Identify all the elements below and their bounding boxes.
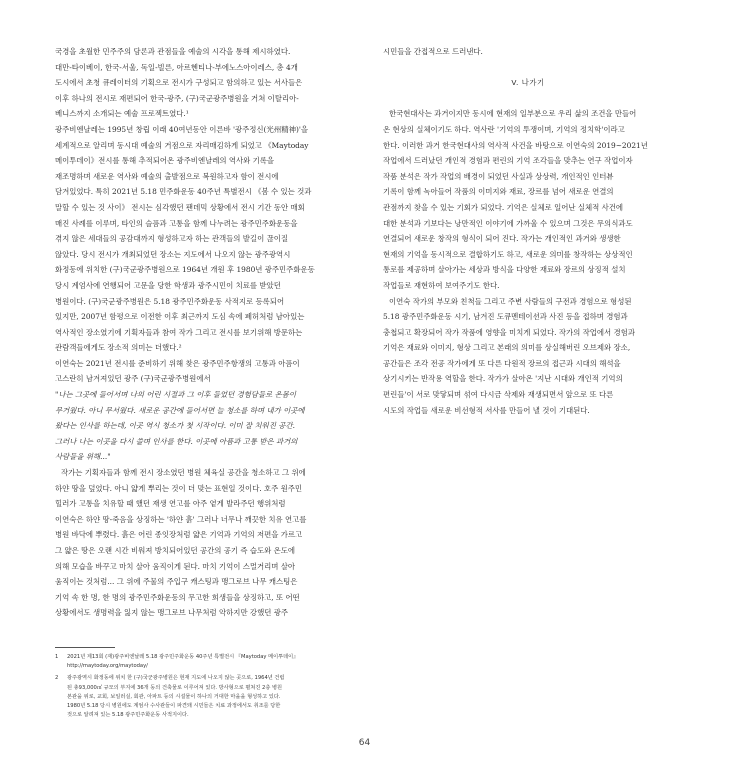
- footnotes: [55, 653, 350, 723]
- paragraph-installation: 작가는 기획자들과 함께 전시 장소였던 병원 체육실 공간을 청소하고 그 위에 하얀 땅을 덮었다. 아니 얇게 뿌리는 것이 더 맞는 표현일 것이다. 호주 원주민 힐러가 고통을 치유할 때 했던 재생 연고를 아주 옅게 발라주던 행위처럼 이연숙은 하얀 땅-죽음을 상징하는 '하얀 흙' 그러나 너무나 깨끗한 치유 연고를 병원 바닥에 뿌렸다. 흙은 어린 종잇장처럼 얇은 기억과 기억의 저편을 가르고 그 얇은 땅은 오랜 시간 비워져 방치되어있던 공간의 공기 즉 습도와 온도에 의해 모습을 바꾸고 마치 살아 움직이게 된다. 마치 기억이 스멀거리며 살아 움직이는 것처럼... 그 위에 주물의 주입구 캐스팅과 맹그로브 나무 캐스팅은 기억 속 한 명, 한 명의 광주민주화운동의 무고한 희생들을 상징하고, 또 어떤 상황에서도 생명력을 잃지 않는 맹그로브 나무처럼 악하지만 강했던 광주: [55, 468, 307, 618]
- section-heading: V. 나가기: [511, 78, 545, 88]
- paragraph-biennale: 광주비엔날레는 1995년 창립 이래 40여년동안 이른바 '광주정신(光州精神)'을 세계적으로 알리며 동시대 예술의 거점으로 자리매김하게 되었고 《Maytoday 메이투데이》전시를 통해 추적되어온 광주비엔날레의 역사와 기록을 재조명하며 새로운 역사와 예술의 출발점으로 복원하고자 함이 전시에 담겨있었다. 특히 2021년 5.18 민주화운동 40주년 특별전시 《봄 수 있는 것과 말할 수 있는 것 사이》 전시는 심각했던 팬데믹 상황에서 전시 기간 동안 매회 매진 사례를 이루며, 타인의 슬픔과 고통을 함께 나누려는 광주민주화운동을 겪지 않은 세대들의 공감대까지 형성하고자 하는 관객들의 발길이 끊이질 않았다. 당시 전시가 개최되었던 장소는 지도에서 나오지 않는 광주광역시 화정동에 위치한 (구)국군광주병원으로 1964년 개원 후 1980년 광주민주화운동 당시 계엄사에 연행되어 고문을 당한 학생과 광주시민이 치료를 받았던 병원이다. (구)국군광주병원은 5.18 광주민주화운동 사적지로 등록되어 있지만, 2007년 함평으로 이전한 이후 최근까지 도심 속에 폐허처럼 남아있는 역사적인 장소였기에 기획자들과 참여 작가 그리고 전시를 보기위해 방문하는 관람객들에게도 장소적 의미는 더했다.²: [55, 124, 315, 353]
- footnote-text: 광주광역시 화정동에 위치 한 (구)국군광주병원은 현재 지도에 나오지 않는 곳으로, 1964년 건립 된 총93,000㎡ 규모의 부지에 36개 동의 건축물로 이루어져 있다. 방사형으로 펼쳐진 2층 병원 본관을 위로, 교회, 보일러실, 회관, 아파트 등의 시설물이 하나의 거대한 마을을 형성하고 있다. 1980년 5.18 당시 병원에도 계엄사 수사관들이 파견돼 시민들은 치료 과정에서도 취조를 당한 것으로 알려져 있는 5.18 광주민주화운동 사적지이다.: [67, 675, 285, 719]
- paragraph-artist-visit: 이연숙는 2021년 전시를 준비하기 위해 찾은 광주민주항쟁의 고통과 아픔이 고스란히 남겨져있던 광주 (구)국군광주병원에서: [55, 358, 300, 384]
- footnote-number: 1: [55, 654, 59, 660]
- paragraph-intro: 국경을 초월한 민주주의 담론과 관점들을 예술의 시각을 통해 제시하였다. 대만-타이베이, 한국-서울, 독일-빌른, 아르헨티나-부에노스아이레스, 총 4개 도시에서 초청 큐레이터의 기획으로 전시가 구성되고 함의하고 있는 서사들은 이후 하나의 전시로 재편되어 한국-광주, (구)국군광주병원을 거쳐 이탈리아- 베니스까지 소개되는 예술 프로젝트였다.¹: [55, 47, 303, 119]
- paragraph-conclusion-1: 한국현대사는 과거이지만 동시에 현재의 일부분으로 우리 삶의 조건을 만들어 온 현상의 실체이기도 하다. 역사란 '기억의 투쟁이며, 기억의 정치학'이라고 한다. 이러한 과거 한국현대사의 역사적 사건을 바탕으로 이연숙의 2019~2021년 작업에서 드러났던 개인적 경험과 편린의 기억 조각들을 맞추는 연구 작업이자 작품 분석은 작가 작업의 배경이 되었던 사실과 상상력, 개인적인 인터뷰 기록이 함께 녹아들어 작품의 이미지와 재료, 장르를 넘어 새로운 연결의 관점까지 찾을 수 있는 기회가 되었다. 기억은 실체로 일어난 실체적 사건에 대한 분석과 기보다는 낭만적인 이야기에 가까울 수 있으며 그것은 무의식과도 연결되어 새로운 창작의 형식이 되어 진다. 작가는 개인적인 과거와 생생한 현재의 기억을 동시적으로 결합하기도 하고, 새로운 의미를 창작하는 상상적인 통로를 제공하며 살아가는 세상과 방식을 다양한 재료와 장르의 상징적 설치 작업들로 재현하여 보여주기도 한다.: [383, 109, 648, 290]
- spacer: [383, 60, 673, 76]
- footnote: [55, 653, 350, 671]
- footnote-text: 2021년 제13회 (재)광주비엔날레 5.18 광주민주화운동 40주년 특별전시 『Maytoday 메이투데이』 http://maytoday.org/maytoday/: [67, 654, 299, 670]
- paragraph-continuation: 시민들을 간접적으로 드러낸다.: [383, 47, 483, 56]
- footnote-divider: [55, 647, 115, 648]
- artist-quote: "나는 그곳에 들어서며 나의 어린 시절과 그 이후 들었던 경험담들로 온몸이 무거웠다. 아니 무서웠다. 새로운 공간에 들어서면 늘 청소를 하며 내가 이곳에 왔다는 인사를 하는데, 이곳 역시 청소가 첫 시작이다. 이미 잘 치워진 공간. 그러나 나는 이곳을 다시 쓸며 인사를 한다. 이곳에 아픔과 고통 받은 과거의 사람들을 위해...": [55, 390, 305, 462]
- right-column: [383, 44, 673, 418]
- paragraph-conclusion-2: 이연숙 작가의 부모와 친척들 그리고 주변 사람들의 구전과 경험으로 형성된 5.18 광주민주화운동 시기, 남겨진 도큐멘테이션과 사진 등을 접하며 경험과 충첩되고 확장되어 작가 작품에 영향을 미치게 되었다. 작가의 작업에서 경험과 기억은 재료와 이미지, 형상 그리고 본래의 의미를 상실해버린 오브제와 장소, 공간들은 조각 전공 작가에게 또 다른 다원적 장르의 접근과 시대의 해석을 상기시키는 반작용 역할을 한다. 작가가 살아온 '지난 시대와 개인적 기억의 편린들'이 서로 맞닿되며 섞여 다시금 삭제와 재생되면서 앞으로 또 다른 시도의 작업들 새로운 비선형적 서사를 만들어 낼 것이 기대된다.: [383, 296, 635, 415]
- footnote-number: 2: [55, 675, 59, 682]
- footnote: [55, 674, 350, 720]
- spacer: [383, 91, 673, 107]
- page-number: 64: [358, 738, 371, 748]
- left-column: [55, 44, 350, 621]
